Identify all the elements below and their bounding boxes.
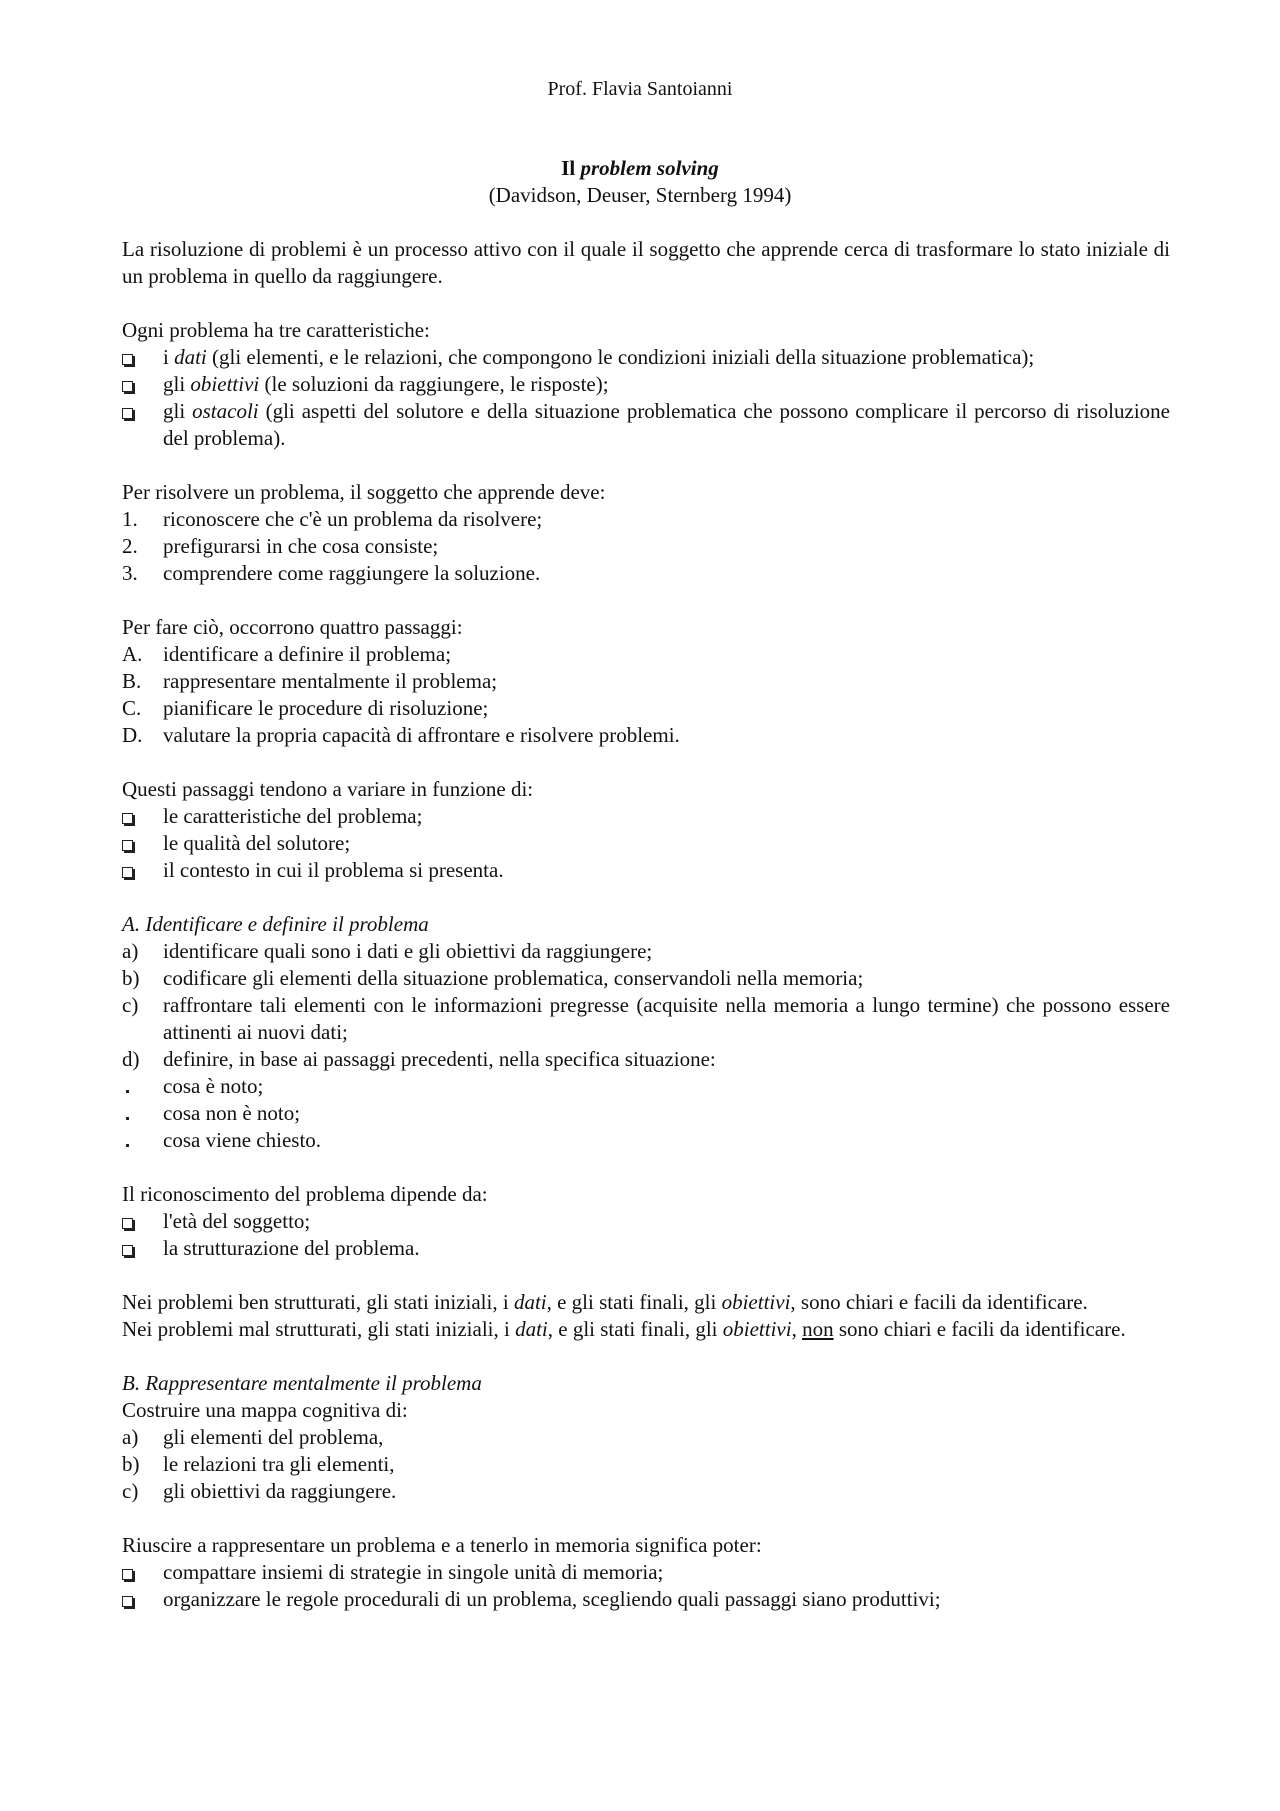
sub-list-item: cosa è noto; — [122, 1073, 1170, 1100]
list-item: i dati (gli elementi, e le relazioni, che compongono le condizioni iniziali della situazione problematica); — [122, 344, 1170, 371]
list-item: c) gli obiettivi da raggiungere. — [122, 1479, 397, 1503]
list-item: gli obiettivi (le soluzioni da raggiungere, le risposte); — [122, 371, 1170, 398]
vary-lead: Questi passaggi tendono a variare in funzione di: — [122, 777, 534, 801]
list-item: 3. comprendere come raggiungere la soluzione. — [122, 561, 541, 585]
list-item: il contesto in cui il problema si presenta. — [122, 857, 1170, 884]
list-item: compattare insiemi di strategie in singole unità di memoria; — [122, 1559, 1170, 1586]
list-item: b) le relazioni tra gli elementi, — [122, 1452, 395, 1476]
dot-bullet-icon — [126, 1090, 129, 1093]
memory-lead: Riuscire a rappresentare un problema e a tenerlo in memoria significa poter: — [122, 1533, 762, 1557]
checkbox-bullet-icon — [122, 381, 133, 392]
steps-lead: Per fare ciò, occorrono quattro passaggi: — [122, 615, 463, 639]
sub-list-item: cosa non è noto; — [122, 1100, 1170, 1127]
well-structured-paragraph: Nei problemi ben strutturati, gli stati iniziali, i dati, e gli stati finali, gli obiettivi, sono chiari e facili da identificare. — [122, 1290, 1088, 1314]
recognition-lead: Il riconoscimento del problema dipende da: — [122, 1182, 488, 1206]
checkbox-bullet-icon — [122, 1569, 133, 1580]
list-item: organizzare le regole procedurali di un problema, scegliendo quali passaggi siano produttivi; — [122, 1586, 1170, 1613]
dot-bullet-icon — [126, 1117, 129, 1120]
list-item: c) raffrontare tali elementi con le informazioni pregresse (acquisite nella memoria a lungo termine) che possono essere attinenti ai nuovi dati; — [122, 993, 1170, 1044]
title-citation: (Davidson, Deuser, Sternberg 1994) — [488, 183, 792, 207]
list-item: b) codificare gli elementi della situazione problematica, conservandoli nella memoria; — [122, 966, 864, 990]
characteristics-lead: Ogni problema ha tre caratteristiche: — [122, 318, 430, 342]
section-b-heading: B. Rappresentare mentalmente il problema — [122, 1371, 482, 1395]
checkbox-bullet-icon — [122, 354, 133, 365]
sub-list-item: cosa viene chiesto. — [122, 1127, 1170, 1154]
title-prefix: Il — [561, 156, 581, 180]
checkbox-bullet-icon — [122, 1596, 133, 1607]
list-item: la strutturazione del problema. — [122, 1235, 1170, 1262]
checkbox-bullet-icon — [122, 813, 133, 824]
ill-structured-paragraph: Nei problemi mal strutturati, gli stati iniziali, i dati, e gli stati finali, gli obiettivi, non sono chiari e facili da identificare. — [122, 1317, 1126, 1341]
checkbox-bullet-icon — [122, 1245, 133, 1256]
dot-bullet-icon — [126, 1144, 129, 1147]
checkbox-bullet-icon — [122, 408, 133, 419]
section-b-lead: Costruire una mappa cognitiva di: — [122, 1398, 408, 1422]
list-item: 1. riconoscere che c'è un problema da risolvere; — [122, 507, 543, 531]
document-title — [0, 155, 1280, 182]
list-item: gli ostacoli (gli aspetti del solutore e della situazione problematica che possono complicare il percorso di risoluzione del problema). — [122, 398, 1170, 452]
list-item: D. valutare la propria capacità di affrontare e risolvere problemi. — [122, 723, 680, 747]
list-item: 2. prefigurarsi in che cosa consiste; — [122, 534, 439, 558]
solve-lead: Per risolvere un problema, il soggetto che apprende deve: — [122, 480, 606, 504]
list-item: d) definire, in base ai passaggi precedenti, nella specifica situazione: — [122, 1047, 716, 1071]
checkbox-bullet-icon — [122, 867, 133, 878]
page-header: Prof. Flavia Santoianni — [547, 78, 733, 100]
checkbox-bullet-icon — [122, 1218, 133, 1229]
list-item: A. identificare a definire il problema; — [122, 642, 452, 666]
list-item: l'età del soggetto; — [122, 1208, 1170, 1235]
list-item: le caratteristiche del problema; — [122, 803, 1170, 830]
title-block — [0, 155, 1280, 209]
list-item: B. rappresentare mentalmente il problema; — [122, 669, 498, 693]
document-body — [122, 236, 1170, 1613]
list-item: a) gli elementi del problema, — [122, 1425, 384, 1449]
list-item: C. pianificare le procedure di risoluzione; — [122, 696, 489, 720]
intro-paragraph: La risoluzione di problemi è un processo attivo con il quale il soggetto che apprende cerca di trasformare lo stato iniziale di un problema in quello da raggiungere. — [122, 237, 1170, 288]
section-a-heading: A. Identificare e definire il problema — [122, 912, 429, 936]
title-emphasis: problem solving — [580, 156, 719, 180]
list-item: le qualità del solutore; — [122, 830, 1170, 857]
checkbox-bullet-icon — [122, 840, 133, 851]
list-item: a) identificare quali sono i dati e gli obiettivi da raggiungere; — [122, 939, 653, 963]
